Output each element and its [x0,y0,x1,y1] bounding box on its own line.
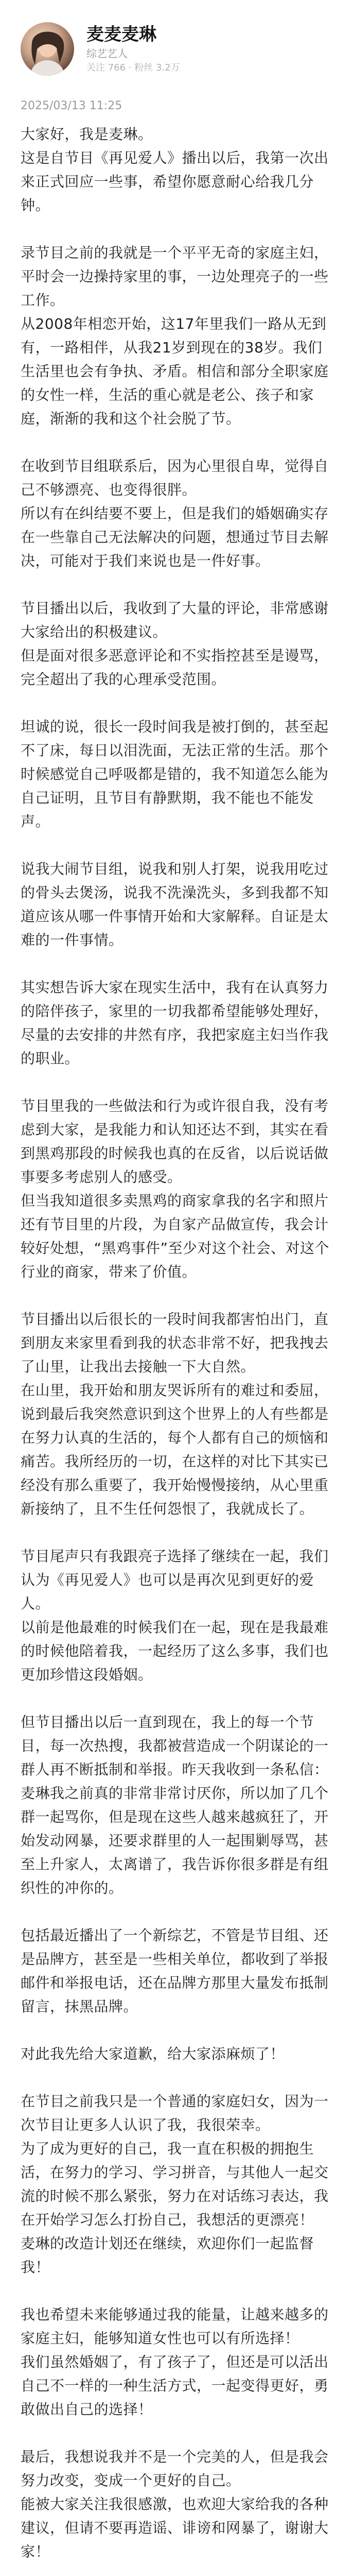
post-paragraph: 节目播出以后很长的一段时间我都害怕出门，直到朋友来家里看到我的状态非常不好，把我拽去了山里，让我出去接触一下大自然。 在山里，我开始和朋友哭诉所有的难过和委屈，说到最后我突然意识到这个世界上的人有些都是在努力认真的生活的，每个人都有自己的烦恼和痛苦。我所经历的一切，在这样的对比下其实已经没有那么重要了，我开始慢慢接纳，从心里重新接纳了，且不生任何怨恨了，我就成长了。 [21,1311,329,1517]
author-stats: 关注 766 · 粉丝 3.2万 [86,62,180,73]
post-paragraph: 节目尾声只有我跟亮子选择了继续在一起，我们认为《再见爱人》也可以是再次见到更好的爱人。 以前是他最难的时候我们在一起，现在是我最难的时候他陪着我，一起经历了这么多事，我们也更加珍惜这段婚姻。 [21,1548,329,1683]
post-paragraph: 录节目之前的我就是一个平平无奇的家庭主妇，平时会一边操持家里的事，一边处理亮子的一些工作。 从2008年相恋开始，这17年里我们一路从无到有，一路相伴，从我21岁到现在的38岁。我们生活里也会有争执、矛盾。相信和部分全职家庭的女性一样，生活的重心就是老公、孩子和家庭，渐渐的我和这个社会脱了节。 [21,244,329,427]
post-paragraph: 节目播出以后，我收到了大量的评论，非常感谢大家给出的积极建议。 但是面对很多恶意评论和不实指控甚至是谩骂，完全超出了我的心理承受范围。 [21,600,329,688]
post-paragraph: 包括最近播出了一个新综艺，不管是节目组、还是品牌方，甚至是一些相关单位，都收到了举报邮件和举报电话，还在品牌方那里大量发布抵制留言，抹黑品牌。 [21,1927,329,2015]
post-body [21,123,332,2576]
author-header [21,0,332,77]
post-paragraph: 在收到节目组联系后，因为心里很自卑，觉得自己不够漂亮、也变得很胖。 所以有在纠结要不要上，但是我们的婚姻确实存在一些靠自己无法解决的问题，想通过节目去解决，可能对于我们来说也是一件好事。 [21,457,329,569]
post-paragraph: 坦诚的说，很长一段时间我是被打倒的，甚至起不了床，每日以泪洗面，无法正常的生活。那个时候感觉自己呼吸都是错的，我不知道怎么能为自己证明，且节目有静默期，我不能也不能发声。 [21,718,329,830]
avatar-portrait-icon [21,22,74,76]
post-paragraph: 最后，我想说我并不是一个完美的人，但是我会努力改变，变成一个更好的自己。 能被大家关注我很感激，也欢迎大家给我的各种建议，但请不要再造谣、诽谤和网暴了，谢谢大家！ [21,2448,329,2560]
author-subtitle: 综艺艺人 [86,47,128,60]
post-paragraph: 说我大闹节目组，说我和别人打架，说我用吃过的骨头去煲汤，说我不洗澡洗头，多到我都不知道应该从哪一件事情开始和大家解释。自证是太难的一件事情。 [21,860,329,948]
post-paragraph: 其实想告诉大家在现实生活中，我有在认真努力的陪伴孩子，家里的一切我都希望能够处理好，尽量的去安排的井然有序，我把家庭主妇当作我的职业。 [21,979,329,1067]
post-paragraph: 节目里我的一些做法和行为或许很自我，没有考虑到大家，是我能力和认知还达不到，其实在看到黑鸡那段的时候我也真的在反省，以后说话做事要多考虑别人的感受。 但当我知道很多卖黑鸡的商家拿我的名字和照片还有节目里的片段，为自家产品做宣传，我会计较好处想，“黑鸡事件”至少对这个社会、对这个行业的商家，带来了价值。 [21,1097,330,1280]
post-paragraph: 但节目播出以后一直到现在，我上的每一个节目，每一次热搜，我都被营造成一个阴谋论的一群人再不断抵制和举报。昨天我收到一条私信： 麦琳我之前真的非常非常讨厌你，所以加了几个群一起骂你，但是现在这些人越来越疯狂了，开始发动网暴，还要求群里的人一起围剿辱骂，甚至上升家人，太离谱了，我告诉你很多群是有组织性的冲你的。 [21,1714,329,1896]
post-paragraph: 大家好，我是麦琳。 这是自节目《再见爱人》播出以后，我第一次出来正式回应一些事，希望你愿意耐心给我几分钟。 [21,126,329,214]
post-paragraph: 在节目之前我只是一个普通的家庭妇女，因为一次节目让更多人认识了我，我很荣幸。 为了成为更好的自己，我一直在积极的拥抱生活，在努力的学习、学习拼音，与其他人一起交流的时候不那么紧张，努力在对话练习表达，我在开始学习怎么打扮自己，我想活的更漂亮！ 麦琳的改造计划还在继续，欢迎你们一起监督我！ [21,2093,329,2276]
post-time: 2025/03/13 11:25 [21,99,122,112]
author-info [86,23,180,75]
author-name[interactable]: 麦麦麦琳 [86,24,156,45]
author-avatar[interactable] [21,22,74,76]
post-paragraph: 对此我先给大家道歉，给大家添麻烦了！ [21,2045,285,2062]
post-paragraph: 我也希望未来能够通过我的能量，让越来越多的家庭主妇，能够知道女性也可以有所选择！ 我们虽然婚姻了，有了孩子了，但还是可以活出自己不一样的一种生活方式，一起变得更好，勇敢做出自己的选择！ [21,2306,329,2418]
